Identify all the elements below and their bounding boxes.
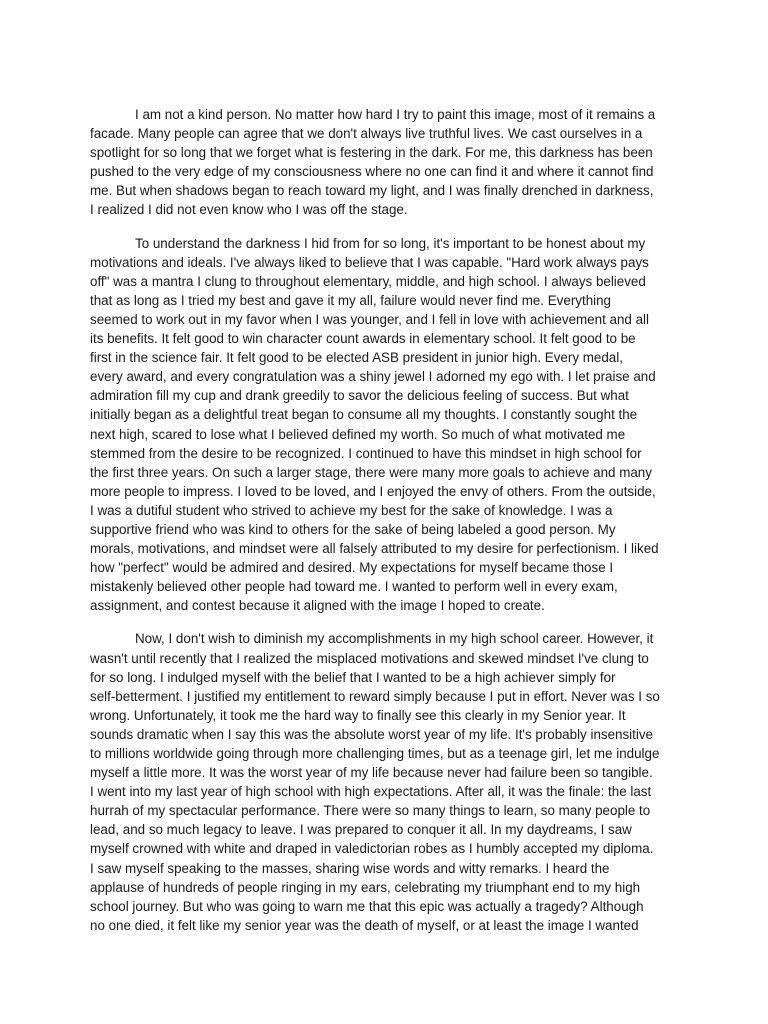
text-line: I am not a kind person. No matter how hard I try to paint this image, most of it remains a: [135, 107, 656, 122]
text-line: the first three years. On such a larger stage, there were many more goals to achieve and many: [90, 464, 652, 480]
text-line: mistakenly believed other people had toward me. I wanted to perform well in every exam,: [90, 579, 618, 595]
text-line: self-betterment. I justified my entitlement to reward simply because I put in effort. Never was I so: [90, 688, 660, 704]
text-line: sounds dramatic when I say this was the absolute worst year of my life. It's probably insensitive: [90, 726, 653, 742]
text-line: wasn't until recently that I realized the misplaced motivations and skewed mindset I've clung to: [90, 650, 649, 666]
paragraph-2: [90, 234, 677, 616]
text-line: assignment, and contest because it aligned with the image I hoped to create.: [90, 598, 545, 614]
text-line: I went into my last year of high school with high expectations. After all, it was the finale: the last: [90, 784, 652, 800]
text-line: next high, scared to lose what I believed defined my worth. So much of what motivated me: [90, 426, 626, 442]
text-line: I was a dutiful student who strived to achieve my best for the sake of knowledge. I was a: [90, 502, 613, 518]
text-line: admiration fill my cup and drank greedily to savor the delicious feeling of success. But what: [90, 388, 629, 404]
text-line: myself crowned with white and draped in valedictorian robes as I humbly accepted my diploma.: [90, 841, 654, 857]
text-line: no one died, it felt like my senior year was the death of myself, or at least the image I wanted: [90, 917, 639, 933]
text-line: I saw myself speaking to the masses, sharing wise words and witty remarks. I heard the: [90, 860, 610, 876]
text-line: to millions worldwide going through more challenging times, but as a teenage girl, let me indulge: [90, 746, 660, 761]
text-line: I realized I did not even know who I was off the stage.: [90, 202, 408, 218]
text-line: that as long as I tried my best and gave it my all, failure would never find me. Everything: [90, 292, 612, 308]
text-line: me. But when shadows began to reach toward my light, and I was finally drenched in darkness,: [90, 183, 654, 199]
text-line: every award, and every congratulation was a shiny jewel I adorned my ego with. I let praise and: [90, 369, 656, 385]
document-page: [90, 105, 677, 949]
text-line: myself a little more. It was the worst year of my life because never had failure been so tangible.: [90, 765, 653, 781]
text-line: school journey. But who was going to warn me that this epic was actually a tragedy? Although: [90, 898, 644, 914]
text-line: stemmed from the desire to be recognized. I continued to have this mindset in high school for: [90, 445, 642, 461]
text-line: for so long. I indulged myself with the belief that I wanted to be a high achiever simply for: [90, 669, 616, 685]
text-line: off" was a mantra I clung to throughout elementary, middle, and high school. I always believed: [90, 273, 646, 289]
text-line: motivations and ideals. I've always liked to believe that I was capable. "Hard work always pays: [90, 254, 649, 270]
text-line: To understand the darkness I hid from for so long, it's important to be honest about my: [135, 235, 646, 251]
paragraph-3: [90, 629, 677, 935]
text-line: how "perfect" would be admired and desired. My expectations for myself became those I: [90, 560, 614, 576]
text-line: seemed to work out in my favor when I was younger, and I fell in love with achievement and all: [90, 311, 649, 327]
text-line: first in the science fair. It felt good to be elected ASB president in junior high. Every medal,: [90, 350, 623, 366]
text-line: applause of hundreds of people ringing in my ears, celebrating my triumphant end to my high: [90, 879, 641, 895]
paragraph-1: [90, 105, 677, 220]
text-line: facade. Many people can agree that we don't always live truthful lives. We cast ourselves in a: [90, 126, 643, 142]
text-line: lead, and so much legacy to leave. I was prepared to conquer it all. In my daydreams, I saw: [90, 822, 632, 838]
text-line: more people to impress. I loved to be loved, and I enjoyed the envy of others. From the outside,: [90, 483, 656, 499]
text-line: spotlight for so long that we forget what is festering in the dark. For me, this darkness has been: [90, 145, 653, 161]
text-line: wrong. Unfortunately, it took me the hard way to finally see this clearly in my Senior year. It: [90, 707, 626, 723]
text-line: hurrah of my spectacular performance. There were so many things to learn, so many people to: [90, 803, 651, 819]
text-line: Now, I don't wish to diminish my accomplishments in my high school career. However, it: [135, 631, 654, 647]
text-line: morals, motivations, and mindset were all falsely attributed to my desire for perfectionism. I liked: [90, 541, 659, 557]
text-line: its benefits. It felt good to win character count awards in elementary school. It felt good to be: [90, 331, 636, 347]
text-line: initially began as a delightful treat began to consume all my thoughts. I constantly sought the: [90, 407, 638, 423]
text-line: pushed to the very edge of my consciousness where no one can find it and where it cannot find: [90, 164, 654, 180]
text-line: supportive friend who was kind to others for the sake of being labeled a good person. My: [90, 521, 616, 537]
